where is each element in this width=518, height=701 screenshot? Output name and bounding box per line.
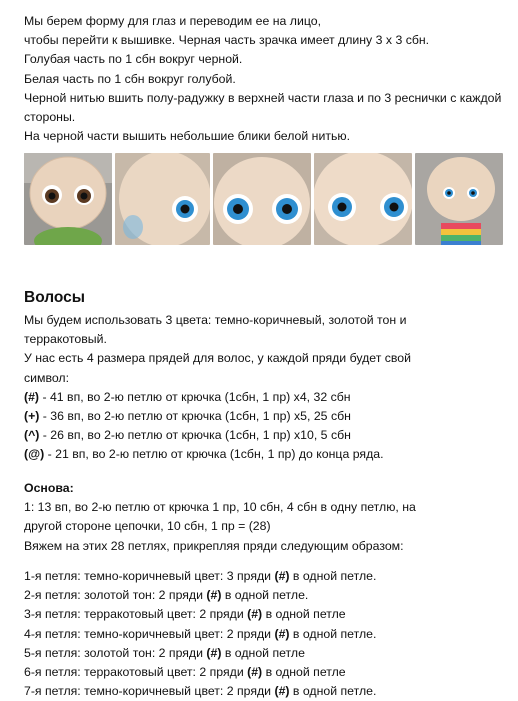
photo-doll-head-brown-eyes (24, 153, 112, 245)
loop-item (24, 663, 504, 682)
base-section (24, 479, 504, 556)
loop-text: в одной петле. (289, 569, 377, 583)
strand-symbol: (^) (24, 428, 40, 443)
strand-desc: - 36 вп, во 2-ю петлю от крючка (1сбн, 1 пр) x5, 25 сбн (39, 409, 351, 424)
strand-symbol: (#) (206, 645, 222, 660)
intro-line: Голубая часть по 1 сбн вокруг черной. (24, 52, 243, 67)
strand-desc: - 41 вп, во 2-ю петлю от крючка (1сбн, 1 пр) x4, 32 сбн (39, 389, 351, 404)
intro-line: чтобы перейти к вышивке. Черная часть зрачка имеет длину 3 x 3 сбн. (24, 33, 430, 48)
loop-item (24, 586, 504, 605)
photo-strip (24, 153, 503, 245)
hair-line (24, 330, 504, 349)
loop-item (24, 644, 504, 663)
loop-text: 4-я петля: темно-коричневый цвет: 2 пряди (24, 626, 275, 641)
strand-symbol: (#) (274, 626, 290, 641)
loop-item (24, 625, 504, 644)
strand-symbol: (#) (24, 389, 40, 404)
photo-eye-closeup-blue-2 (213, 153, 311, 245)
strand-symbol: (#) (274, 684, 290, 699)
loop-text: в одной петле. (221, 588, 309, 603)
loop-text: 3-я петля: терракотовый цвет: 2 пряди (24, 607, 248, 622)
intro-line: Мы берем форму для глаз и переводим ее на лицо, (24, 14, 321, 28)
strand-symbol: (+) (24, 409, 40, 424)
strand-size-line (24, 445, 504, 464)
loop-text: 1-я петля: темно-коричневый цвет: 3 пряди (24, 569, 275, 583)
strand-symbol: (@) (24, 447, 45, 462)
strand-symbol: (#) (247, 607, 263, 622)
section-heading-hair: Волосы (24, 289, 86, 306)
photo-eye-closeup-blue-3 (314, 153, 412, 245)
loop-text: в одной петле (262, 665, 346, 680)
loop-text: в одной петле. (289, 626, 377, 641)
strand-desc: - 26 вп, во 2-ю петлю от крючка (1сбн, 1 пр) x10, 5 сбн (39, 428, 351, 443)
loop-text: 6-я петля: терракотовый цвет: 2 пряди (24, 665, 248, 680)
loop-text: 7-я петля: темно-коричневый цвет: 2 пряди (24, 684, 275, 699)
strand-symbol: (#) (206, 588, 222, 603)
strand-symbol: (#) (247, 665, 263, 680)
base-line: 1: 13 вп, во 2-ю петлю от крючка 1 пр, 10 сбн, 4 сбн в одну петлю, на (24, 500, 416, 515)
loop-item (24, 567, 504, 586)
intro-line: Белая часть по 1 сбн вокруг голубой. (24, 71, 236, 86)
loop-text: 2-я петля: золотой тон: 2 пряди (24, 588, 207, 603)
loop-text: в одной петле. (289, 684, 377, 699)
strand-size-line (24, 407, 504, 426)
hair-line-text: терракотовый. (24, 332, 107, 347)
hair-line (24, 311, 504, 330)
strand-desc: - 21 вп, во 2-ю петлю от крючка (1сбн, 1 пр) до конца ряда. (44, 447, 384, 462)
intro-paragraph (24, 12, 504, 146)
hair-line-text: символ: (24, 370, 70, 385)
loop-list (24, 567, 504, 701)
loop-item (24, 605, 504, 624)
hair-line-text: У нас есть 4 размера прядей для волос, у каждой пряди будет свой (24, 351, 412, 366)
photo-doll-head-finished (415, 153, 503, 245)
loop-text: в одной петле (221, 645, 305, 660)
loop-item (24, 682, 504, 701)
intro-line: стороны. (24, 110, 76, 125)
base-line: Вяжем на этих 28 петлях, прикрепляя пряди следующим образом: (24, 538, 404, 553)
intro-line: На черной части вышить небольшие блики белой нитью. (24, 129, 350, 144)
base-line: другой стороне цепочки, 10 сбн, 1 пр = (28) (24, 519, 271, 534)
strand-symbol: (#) (274, 569, 290, 583)
base-heading: Основа: (24, 481, 74, 495)
loop-text: в одной петле (262, 607, 346, 622)
hair-line (24, 349, 504, 368)
strand-size-line (24, 426, 504, 445)
hair-line (24, 369, 504, 388)
hair-line-text: Мы будем использовать 3 цвета: темно-коричневый, золотой тон и (24, 313, 407, 327)
strand-size-line (24, 388, 504, 407)
photo-eye-closeup-blue-1 (115, 153, 210, 245)
hair-description (24, 311, 504, 465)
intro-line: Черной нитью вшить полу-радужку в верхней части глаза и по 3 реснички с каждой (24, 90, 502, 105)
loop-text: 5-я петля: золотой тон: 2 пряди (24, 645, 207, 660)
